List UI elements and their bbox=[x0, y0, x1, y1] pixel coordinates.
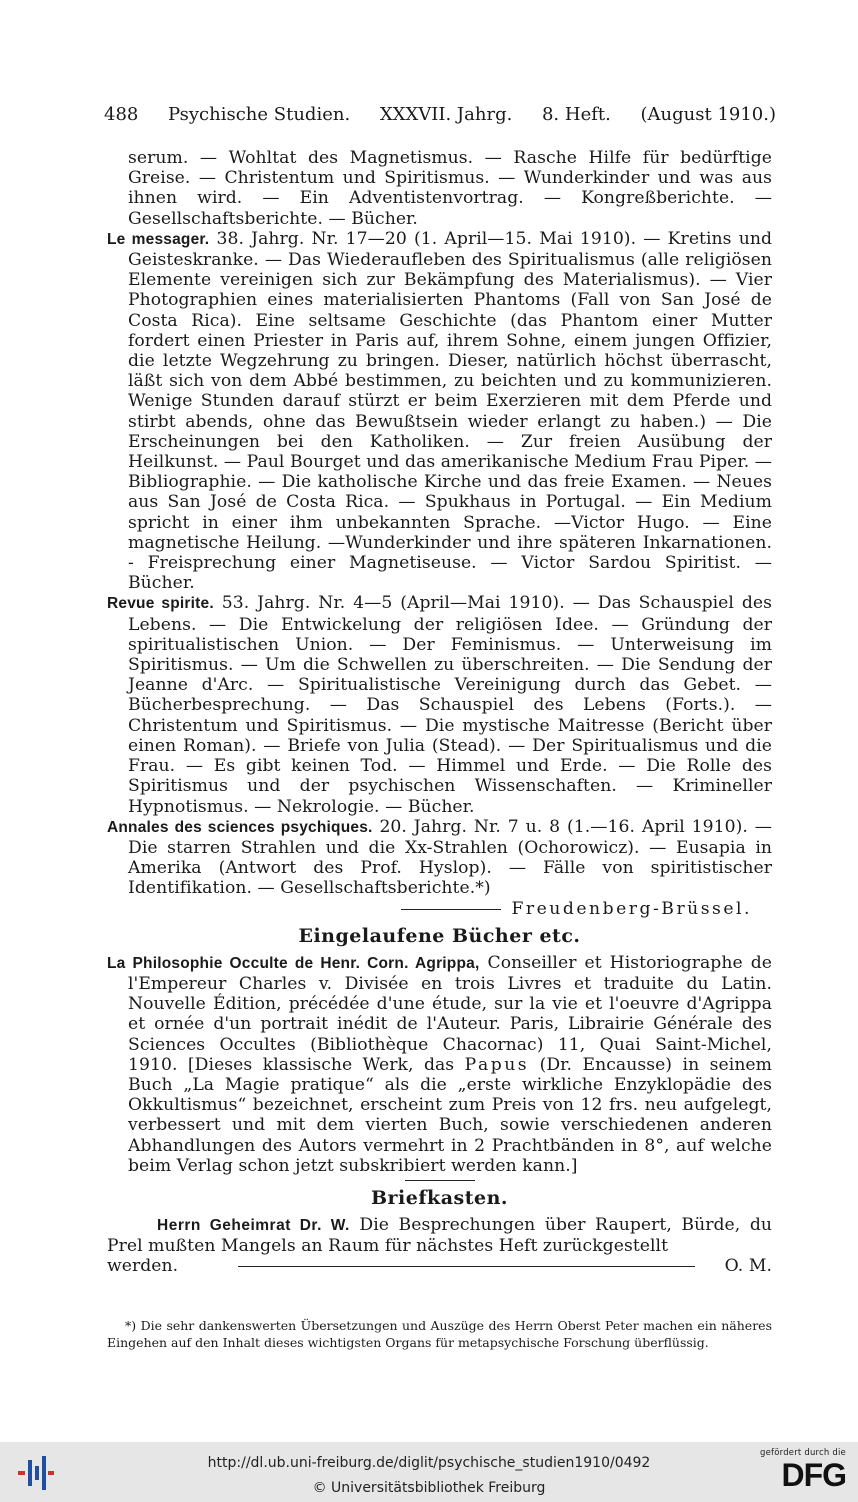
letter-divider-lines bbox=[238, 1266, 695, 1267]
entry-lead-annales: Annales des sciences psychiques. bbox=[107, 818, 373, 836]
entry-text-le-messager: 38. Jahrg. Nr. 17—20 (1. April—15. Mai 1910). — Kretins und Geisteskranke. — Das Wiederaufleben des Spiritualismus (alle religiösen Elemente vereinigen sich zur Bekämpfung des Materialismus). — Vier Photographien eines materialisierten Phantoms (Fall von San José de Costa Rica). Eine seltsame Geschichte (das Phantom einer Mutter fordert einen Priester in Paris auf, ihrem Sohne, einem jungen Offizier, die letzte Wegzehrung zu bringen. Dieser, natürlich höchst überrascht, läßt sich von dem Abbé bestimmen, zu beichten und zu kommunizieren. Wenige Stunden darauf stürzt er beim Exerzieren mit dem Pferde und stirbt abends, ohne das Bewußtsein wieder erlangt zu haben.) — Die Erscheinungen bei den Katholiken. — Zur freien Ausübung der Heilkunst. — Paul Bourget und das amerikanische Medium Frau Piper. — Bibliographie. — Die katholische Kirche und das freie Examen. — Neues aus San José de Costa Rica. — Spukhaus in Portugal. — Ein Medium spricht in einer ihm unbekannten Sprache. —Victor Hugo. — Eine magnetische Heilung. —Wunderkinder und ihre späteren Inkarnationen. - Freisprechung einer Magnetiseuse. — Victor Sardou Spiritist. — Bücher. bbox=[128, 228, 773, 594]
main-text bbox=[107, 148, 772, 1277]
letter-text: Die Besprechungen über Raupert, Bürde, du Prel mußten Mangels an Raum für nächstes Heft zurückgestellt bbox=[107, 1214, 773, 1257]
copyright-notice: © Universitätsbibliothek Freiburg bbox=[312, 1480, 546, 1496]
entry-lead-le-messager: Le messager. bbox=[107, 230, 210, 248]
letter-last-line bbox=[107, 1256, 772, 1276]
letter-recipient: Herrn Geheimrat Dr. W. bbox=[157, 1216, 350, 1234]
entry-le-messager bbox=[107, 229, 772, 594]
dfg-logo[interactable] bbox=[754, 1448, 846, 1498]
book-text-a: Conseiller et Historiographe de l'Empereur Charles v. Divisée en trois Livres et traduite du Latin. Nouvelle Édition, précédée d'une étude, sur la vie et l'oeuvre d'Agrippa et ornée d'un portrait inédit de l'Auteur. Paris, Librairie Générale des Sciences Occultes (Bibliothèque Chacornac) 11, Quai Saint-Michel, 1910. [Dieses klassische Werk, das bbox=[128, 952, 772, 1075]
section-title-books: Eingelaufene Bücher etc. bbox=[298, 924, 581, 947]
entry-lead-revue-spirite: Revue spirite. bbox=[107, 595, 214, 613]
page-number: 488 bbox=[104, 104, 139, 125]
section-divider bbox=[405, 1180, 475, 1181]
book-author-papus: Papus bbox=[464, 1054, 530, 1075]
volume-label: XXXVII. Jahrg. bbox=[379, 104, 513, 125]
journal-title: Psychische Studien. bbox=[168, 104, 351, 125]
signature-name: Freudenberg-Brüssel. bbox=[511, 898, 752, 919]
source-url-link[interactable]: http://dl.ub.uni-freiburg.de/diglit/psychische_studien1910/0492 bbox=[207, 1455, 651, 1471]
review-signature bbox=[107, 899, 772, 919]
book-text-b: (Dr. Encausse) in seinem Buch „La Magie pratique“ als die „erste wirkliche Enzyklopädie des Okkultismus“ bezeichnet, erscheint zum Preis von 12 frs. neu aufgelegt, verbessert und mit dem vierten Buch, sowie verschiedenen anderen Abhandlungen des Autors vermehrt in 2 Prachtbänden in 8°, auf welche beim Verlag schon jetzt subskribiert werden kann.] bbox=[128, 1054, 773, 1176]
letter-entry bbox=[107, 1215, 772, 1256]
section-title-letters: Briefkasten. bbox=[370, 1186, 508, 1209]
viewer-bottom-bar bbox=[0, 1442, 858, 1502]
entry-revue-spirite bbox=[107, 593, 772, 816]
entry-text-annales: 20. Jahrg. Nr. 7 u. 8 (1.—16. April 1910). — Die starren Strahlen und die Xx-Strahlen (Ochorowicz). — Eusapia in Amerika (Antwort des Prof. Hyslop). — Fälle von spiritistischer Identifikation. — Gesellschaftsberichte.*) bbox=[128, 816, 772, 899]
book-lead-agrippa: La Philosophie Occulte de Henr. Corn. Agrippa, bbox=[107, 954, 480, 972]
entry-text-revue-spirite: 53. Jahrg. Nr. 4—5 (April—Mai 1910). — Das Schauspiel des Lebens. — Die Entwickelung der religiösen Idee. — Gründung der spiritualistischen Union. — Der Feminismus. — Unterweisung im Spiritismus. — Um die Schwellen zu überschreiten. — Die Sendung der Jeanne d'Arc. — Spiritualistische Vereinigung durch das Gebet. — Bücherbesprechung. — Das Schauspiel des Lebens (Forts.). — Christentum und Spiritismus. — Die mystische Maitresse (Bericht über einen Roman). — Briefe von Julia (Stead). — Der Spiritualismus und die Frau. — Es gibt keinen Tod. — Himmel und Erde. — Die Rolle des Spiritismus und der psychischen Wissenschaften. — Krimineller Hypnotismus. — Nekrologie. — Bücher. bbox=[128, 593, 772, 817]
footnote bbox=[107, 1318, 772, 1351]
dfg-wordmark: DFG bbox=[781, 1457, 846, 1493]
footnote-text: *) Die sehr dankenswerten Übersetzungen und Auszüge des Herrn Oberst Peter machen ein näheres Eingehen auf den Inhalt dieses wichtigsten Organs für metapsychische Forschung überflüssig. bbox=[107, 1318, 772, 1350]
book-entry-agrippa bbox=[107, 953, 772, 1176]
issue-date: (August 1910.) bbox=[640, 104, 776, 125]
dfg-tagline: gefördert durch die bbox=[760, 1448, 846, 1458]
entry-annales bbox=[107, 817, 772, 899]
letter-signature: O. M. bbox=[724, 1256, 772, 1277]
continued-entry: serum. — Wohltat des Magnetismus. — Rasche Hilfe für bedürftige Greise. — Christentum und Spiritismus. — Wunderkinder und was aus ihnen wird. — Ein Adventistenvortrag. — Kongreßberichte. — Gesellschaftsberichte. — Bücher. bbox=[128, 148, 772, 229]
letter-last-word: werden. bbox=[107, 1256, 179, 1277]
running-header bbox=[104, 104, 776, 125]
signature-dash bbox=[401, 909, 501, 910]
issue-label: 8. Heft. bbox=[541, 104, 611, 125]
